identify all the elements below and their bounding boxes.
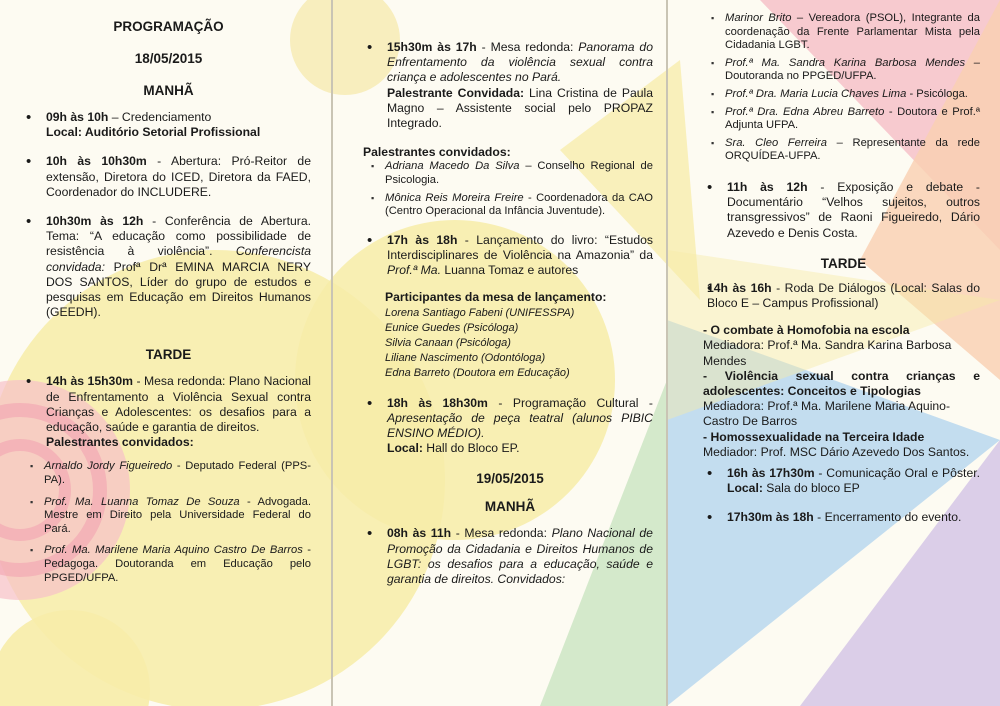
speaker-name: Mônica Reis Moreira Freire [385,191,524,204]
speaker-role: Doutoranda no PPGED/UFPA. [725,70,877,83]
participant: Eunice Guedes (Psicóloga) [385,321,519,334]
item-time: 18h às 18h30m [387,395,488,410]
speaker-role: – Conselho Regional de Psicologia. [385,160,653,187]
topic-mediator: Mediador: Prof. MSC Dário Azevedo Dos Santos. [703,444,970,459]
item-title: Plano Nacional de Promoção da Cidadania e Direitos Humanos de LGBT: os desafios para a educação, saúde e garantia de direitos. Convidados: [387,526,653,587]
topic-mediator: Mediadora: Prof.ª Ma. Sandra Karina Barbosa Mendes [703,338,952,368]
speaker-name: Prof.ª Dra. Maria Lucia Chaves Lima [725,87,907,100]
item-time: 15h30m às 17h [387,40,477,54]
item-location: Hall do Bloco EP. [422,441,520,456]
schedule-item [367,396,653,457]
schedule-item [367,526,653,587]
speaker-name: Prof. Ma. Marilene Maria Aquino Castro De Barros [44,544,303,557]
speaker-role: – Vereadora (PSOL), Integrante da coordenação da Frente Parlamentar Mista pela Cidadania LGBT. [725,12,980,52]
item-text: - Mesa redonda: [451,526,552,541]
speaker-item [707,88,980,102]
item-text-2: Luanna Tomaz e autores [440,263,579,278]
speaker-item [707,106,980,133]
morning-heading-2: MANHÃ [484,499,536,515]
speakers-label: Palestrantes convidados: [363,145,511,160]
item-text: - Mesa redonda: Plano Nacional de Enfrentamento a Violência Sexual contra Crianças e Adolescentes: os desafios para a educação, saúde e garantia de direitos. [46,374,311,435]
schedule-item [707,180,980,241]
item-time: 17h às 18h [387,232,458,247]
speaker-role: - Advogada. Mestre em Direito pela Universidade Federal do Pará. [44,495,311,535]
schedule-item [26,110,311,140]
schedule-item [707,466,980,496]
speaker-role: - Doutora e Prof.ª Adjunta UFPA. [725,105,981,132]
item-speaker-label: Conferencista convidada: [46,244,312,274]
speaker-item [707,137,980,164]
speaker-name: Sra. Cleo Ferreira [725,136,827,149]
item-time: 17h30m às 18h [727,510,814,525]
speaker-role: – Representante da rede ORQUÍDEA-UFPA. [725,136,981,163]
speaker-name: Marinor Brito [725,12,792,24]
speaker-role: - Deputado Federal (PPS-PA). [44,460,311,487]
speaker-item [26,496,311,537]
schedule-item [26,214,311,320]
schedule-item [707,281,980,311]
speaker-item [707,12,980,53]
date-heading-2: 19/05/2015 [476,471,544,487]
speaker-role: - Coordenadora da CAO (Centro Operacional da Infância Juventude). [385,191,654,218]
item-text: - Exposição e debate - Documentário “Velhos sujeitos, outros transgressivos” de Raoni Figueiredo, Dário Azevedo e Denis Costa. [727,179,980,240]
item-location-label: Local: [727,481,763,496]
speaker-name: Prof.ª Dra. Edna Abreu Barreto [725,105,885,118]
speaker-item [26,544,311,585]
schedule-item [26,154,311,200]
participant: Liliane Nascimento (Odontóloga) [385,352,546,365]
item-text: - Conferência de Abertura. Tema: “A educação como possibilidade de resistência à violência”. [46,214,311,259]
speaker-role: - Psicóloga. [906,87,968,100]
speakers-label: Palestrantes convidados: [46,435,194,450]
topic-title: - Homossexualidade na Terceira Idade [703,429,925,444]
item-time: 10h às 10h30m [46,154,147,169]
participant: Silvia Canaan (Psicóloga) [385,337,511,350]
item-speaker: Lina Cristina de Paula Magno – Assistente social pelo PROPAZ Integrado. [387,85,653,131]
item-location: Local: Auditório Setorial Profissional [46,125,261,140]
participant: Edna Barreto (Doutora em Educação) [385,367,570,380]
date-heading: 18/05/2015 [134,51,203,66]
speaker-item [367,192,653,219]
item-time: 14h às 15h30m [46,374,133,389]
item-title: Panorama do Enfrentamento da violência sexual contra criança e adolescentes no Pará. [387,40,653,85]
column-left [0,0,333,706]
item-time: 16h às 17h30m [727,465,815,480]
item-time: 14h às 16h [707,280,772,295]
item-speaker-label: Palestrante Convidada: [387,85,525,100]
item-time: 08h às 11h [387,526,452,541]
item-time: 09h às 10h [46,110,109,124]
participant: Lorena Santiago Fabeni (UNIFESSPA) [385,306,575,319]
schedule-item [707,510,980,525]
item-text: – Credenciamento [108,110,212,124]
item-text: - Comunicação Oral e Pôster. [814,465,980,480]
item-text: - Encerramento do evento. [813,510,962,525]
speaker-name: Adriana Macedo Da Silva [385,160,520,173]
morning-heading: MANHÃ [143,83,194,98]
item-text: - Abertura: Pró-Reitor de extensão, Diretora do ICED, Diretora da FAED, Coordenador do INCLUDERE. [46,154,311,199]
item-time: 11h às 12h [727,179,808,194]
afternoon-heading-2: TARDE [820,255,867,271]
item-text: - Mesa redonda: [476,40,579,54]
participants-label: Participantes da mesa de lançamento: [385,290,607,305]
item-title: Apresentação de peça teatral (alunos PIBIC ENSINO MÉDIO). [387,410,653,441]
item-text: - Programação Cultural - [487,395,653,410]
speaker-item [26,460,311,487]
schedule-item [26,374,311,435]
topic-title: - O combate à Homofobia na escola [703,323,910,338]
speaker-item [367,160,653,187]
program-title: PROGRAMAÇÃO [113,19,224,34]
topic-mediator: Mediadora: Prof.ª Ma. Marilene Maria Aquino-Castro De Barros [703,399,951,429]
item-prof: Prof.ª Ma. [387,263,441,278]
column-middle [333,0,667,706]
item-speaker: Profª Drª EMINA MARCIA NERY DOS SANTOS, Líder do grupo de estudos e pesquisas em Educação em Direitos Humanos (GEEDH). [46,259,311,320]
topic-title: - Violência sexual contra crianças e adolescentes: Conceitos e Tipologias [703,368,980,398]
item-text: - Roda De Diálogos (Local: Salas do Bloco E – Campus Profissional) [707,280,980,310]
column-right [667,0,1000,706]
speaker-name: Prof. Ma. Luanna Tomaz De Souza [44,495,240,508]
schedule-item [367,233,653,279]
item-text: - Lançamento do livro: “Estudos Interdisciplinares de Violência na Amazonia” da [387,232,653,262]
item-time: 10h30m às 12h [46,214,144,229]
speaker-name: Arnaldo Jordy Figueiredo [44,460,173,473]
afternoon-heading: TARDE [145,347,192,363]
schedule-item [367,40,653,131]
speaker-item [707,57,980,84]
speaker-role: - Pedagoga. Doutoranda em Educação pelo PPGED/UFPA. [44,544,311,584]
item-location: Sala do bloco EP [762,481,860,496]
item-location-label: Local: [387,441,423,456]
speaker-name: Prof.ª Ma. Sandra Karina Barbosa Mendes – [725,56,980,69]
